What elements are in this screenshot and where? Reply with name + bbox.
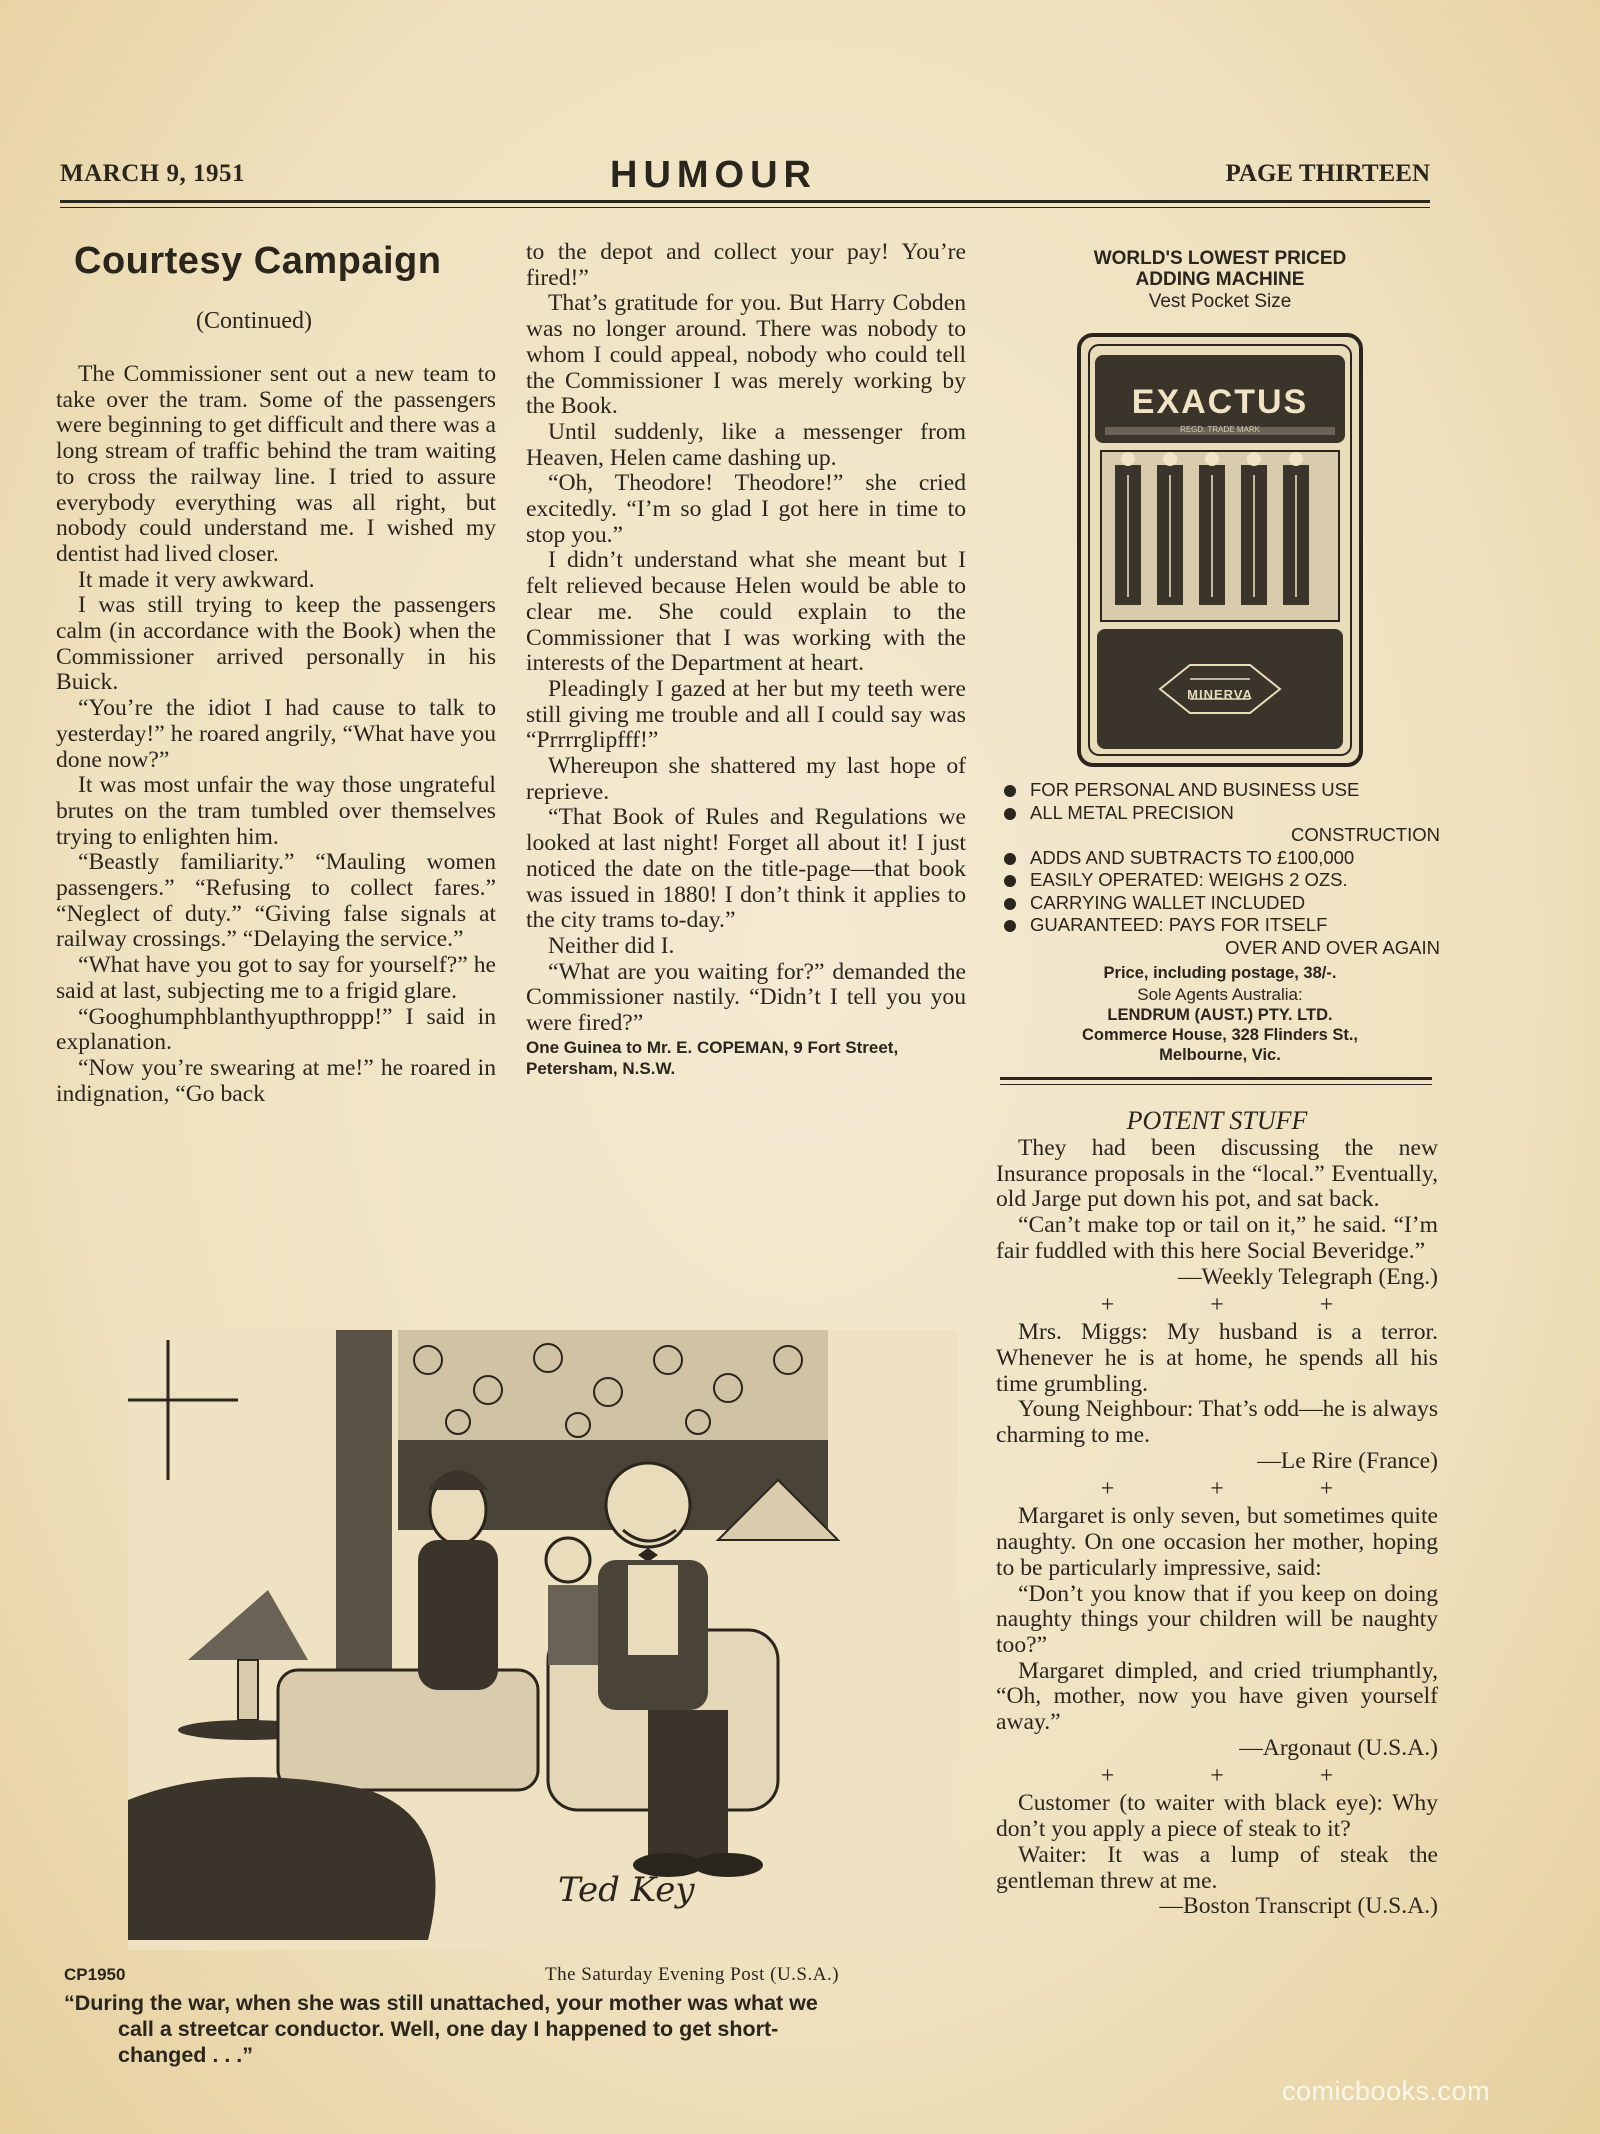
ad-agent-name: LENDRUM (AUST.) PTY. LTD. bbox=[1107, 1006, 1333, 1024]
ad-address: Commerce House, 328 Flinders St., bbox=[1081, 1026, 1358, 1044]
ad-headline: WORLD'S LOWEST PRICED bbox=[1093, 248, 1347, 269]
ad-feature: ADDS AND SUBTRACTS TO £100,000 bbox=[1000, 847, 1440, 870]
bullet-icon bbox=[1004, 920, 1016, 932]
header-rule bbox=[60, 200, 1430, 203]
paragraph: “Googhumphblanthyupthroppp!” I said in explanation. bbox=[56, 1003, 496, 1056]
cartoon-image bbox=[128, 1330, 958, 1950]
watermark: comicbooks.com bbox=[1282, 2076, 1491, 2106]
ad-feature-list bbox=[1000, 779, 1440, 959]
cartoon-caption bbox=[64, 1990, 964, 2068]
bullet-icon bbox=[1004, 785, 1016, 797]
section-rule bbox=[1000, 1077, 1432, 1080]
issue-date: MARCH 9, 1951 bbox=[60, 160, 245, 187]
joke-source: —Le Rire (France) bbox=[1257, 1447, 1438, 1474]
joke-paragraph: Waiter: It was a lump of steak the gentleman threw at me. bbox=[996, 1841, 1438, 1894]
ad-feature: EASILY OPERATED: WEIGHS 2 OZS. bbox=[1000, 869, 1440, 892]
paragraph: The Commissioner sent out a new team to take over the tram. Some of the passengers were beginning to get difficult and there was a long stream of traffic behind the tram waiting to cross the railway line. I tried to assure everybody everything was all right, but nobody could understand me. I wished my dentist had lived closer. bbox=[56, 361, 496, 567]
paragraph: Whereupon she shattered my last hope of reprieve. bbox=[526, 753, 966, 805]
separator: +++ bbox=[1100, 1763, 1430, 1790]
ad-brand-mark: REGD. TRADE MARK bbox=[1180, 425, 1260, 434]
adding-machine-illustration bbox=[1075, 329, 1365, 769]
paragraph: Pleadingly I gazed at her but my teeth were still giving me trouble and all I could say was “Prrrrglipfff!” bbox=[526, 675, 966, 754]
article-title: Courtesy Campaign bbox=[74, 240, 442, 282]
ad-agents-label: Sole Agents Australia: bbox=[1137, 985, 1303, 1004]
paragraph: “That Book of Rules and Regulations we looked at last night! Forget all about it! I just noticed the date on the title-page—that book was issued in 1880! I don’t think it applies to the city trams to-day.” bbox=[526, 804, 966, 934]
caption-line: “During the war, when she was still unattached, your mother was what we bbox=[64, 1991, 818, 2015]
joke-paragraph: They had been discussing the new Insurance proposals in the “local.” Eventually, old Jarge put down his pot, and sat back. bbox=[996, 1135, 1438, 1213]
bullet-icon bbox=[1004, 853, 1016, 865]
cartoon-source: The Saturday Evening Post (U.S.A.) bbox=[545, 1964, 840, 1985]
cartoon-code: CP1950 bbox=[64, 1965, 126, 1984]
ad-emblem: MINERVA bbox=[1187, 687, 1253, 702]
page-number: PAGE THIRTEEN bbox=[1225, 160, 1430, 187]
caption-line: changed . . .” bbox=[118, 2043, 253, 2067]
paragraph: I was still trying to keep the passengers calm (in accordance with the Book) when the Commissioner arrived personally in his Buick. bbox=[56, 592, 496, 696]
joke-source: —Argonaut (U.S.A.) bbox=[1239, 1734, 1438, 1761]
section-rule-thin bbox=[1000, 1084, 1432, 1085]
paragraph: I didn’t understand what she meant but I felt relieved because Helen would be able to clear me. She could explain to the Commissioner that I was working with the interests of the Department at heart. bbox=[526, 547, 966, 677]
joke-paragraph: “Don’t you know that if you keep on doing naughty things your children will be naughty too?” bbox=[996, 1580, 1438, 1658]
paragraph: “Beastly familiarity.” “Mauling women passengers.” “Refusing to collect fares.” “Neglect of duty.” “Giving false signals at railway crossings.” “Delaying the service.” bbox=[56, 849, 496, 953]
ad-feature: ALL METAL PRECISION CONSTRUCTION bbox=[1000, 802, 1440, 847]
joke-paragraph: “Can’t make top or tail on it,” he said. “I’m fair fuddled with this here Social Beveridge.” bbox=[996, 1212, 1438, 1264]
cartoon-signature: Ted Key bbox=[558, 1870, 695, 1910]
ad-feature: GUARANTEED: PAYS FOR ITSELF OVER AND OVER AGAIN bbox=[1000, 914, 1440, 959]
ad-size: Vest Pocket Size bbox=[1148, 291, 1292, 312]
section-title: HUMOUR bbox=[610, 154, 817, 196]
paragraph: “What have you got to say for yourself?” he said at last, subjecting me to a frigid glare. bbox=[56, 952, 496, 1004]
ad-price: Price, including postage, 38/-. bbox=[1103, 964, 1337, 982]
paragraph: to the depot and collect your pay! You’re fired!” bbox=[526, 239, 966, 291]
joke-paragraph: Margaret dimpled, and cried triumphantly, “Oh, mother, now you have given yourself away.” bbox=[996, 1657, 1438, 1736]
joke-paragraph: Young Neighbour: That’s odd—he is always charming to me. bbox=[996, 1396, 1438, 1449]
paragraph: That’s gratitude for you. But Harry Cobden was no longer around. There was nobody to whom I could appeal, nobody who could tell the Commissioner I was merely working by the Book. bbox=[526, 290, 966, 420]
paragraph: “Now you’re swearing at me!” he roared in indignation, “Go back bbox=[56, 1054, 496, 1107]
bullet-icon bbox=[1004, 898, 1016, 910]
separator: +++ bbox=[1100, 1292, 1430, 1319]
caption-line: call a streetcar conductor. Well, one day I happened to get short- bbox=[118, 2017, 779, 2041]
ad-brand: EXACTUS bbox=[1131, 383, 1309, 421]
ad-feature: FOR PERSONAL AND BUSINESS USE bbox=[1000, 779, 1440, 802]
ad-headline-2: ADDING MACHINE bbox=[1135, 269, 1305, 290]
paragraph: “Oh, Theodore! Theodore!” she cried excitedly. “I’m so glad I got here in time to stop you.” bbox=[526, 470, 966, 548]
potent-stuff-title: POTENT STUFF bbox=[1126, 1106, 1308, 1135]
joke-paragraph: Margaret is only seven, but sometimes quite naughty. On one occasion her mother, hoping to be particularly impressive, said: bbox=[996, 1503, 1438, 1581]
paragraph: “You’re the idiot I had cause to talk to yesterday!” he roared angrily, “What have you done now?” bbox=[56, 695, 496, 773]
joke-paragraph: Mrs. Miggs: My husband is a terror. Whenever he is at home, he spends all his time grumbling. bbox=[996, 1319, 1438, 1397]
bullet-icon bbox=[1004, 875, 1016, 887]
article-credit: One Guinea to Mr. E. COPEMAN, 9 Fort Street, Petersham, N.S.W. bbox=[526, 1037, 899, 1078]
ad-address-city: Melbourne, Vic. bbox=[1159, 1046, 1281, 1064]
paragraph: It was most unfair the way those ungrateful brutes on the tram tumbled over themselves trying to enlighten him. bbox=[56, 772, 496, 850]
joke-source: —Boston Transcript (U.S.A.) bbox=[1159, 1893, 1438, 1920]
cartoon-illustration bbox=[128, 1330, 958, 1950]
joke-source: —Weekly Telegraph (Eng.) bbox=[1177, 1263, 1438, 1290]
article-subtitle: (Continued) bbox=[196, 308, 312, 334]
paragraph: “What are you waiting for?” demanded the Commissioner nastily. “Didn’t I tell you you were fired?” bbox=[526, 958, 966, 1037]
paragraph: Neither did I. bbox=[548, 932, 675, 959]
paragraph: Until suddenly, like a messenger from Heaven, Helen came dashing up. bbox=[526, 418, 966, 471]
article-column-1 bbox=[56, 362, 496, 1107]
article-column-2 bbox=[526, 240, 966, 1079]
joke-paragraph: Customer (to waiter with black eye): Why don’t you apply a piece of steak to it? bbox=[996, 1790, 1438, 1843]
paragraph: It made it very awkward. bbox=[78, 566, 315, 593]
ad-feature: CARRYING WALLET INCLUDED bbox=[1000, 892, 1440, 915]
page-header bbox=[60, 156, 1430, 200]
adding-machine-ad bbox=[1000, 248, 1440, 1065]
bullet-icon bbox=[1004, 808, 1016, 820]
header-rule-thin bbox=[60, 207, 1430, 208]
separator: +++ bbox=[1100, 1476, 1430, 1503]
potent-stuff-column bbox=[996, 1136, 1438, 1920]
